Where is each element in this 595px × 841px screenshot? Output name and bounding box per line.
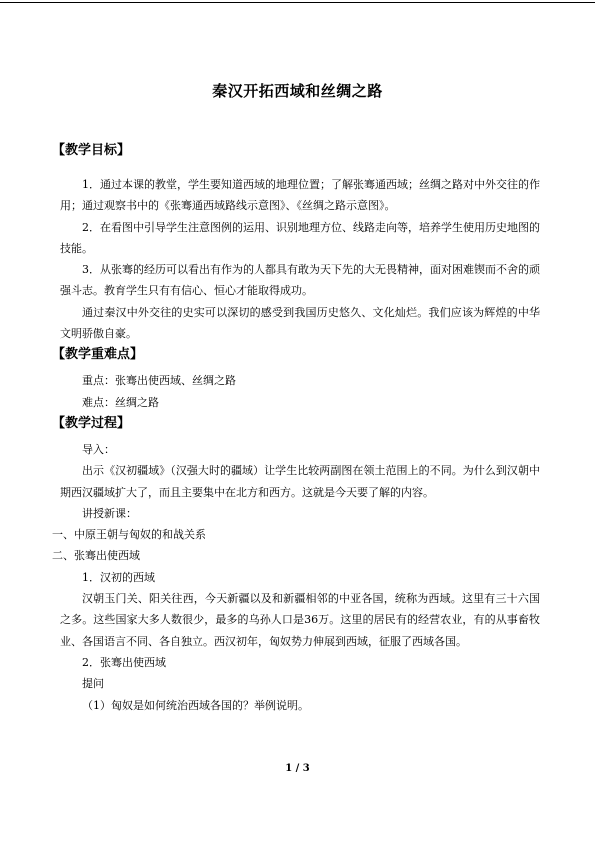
objective-paragraph-3: 3．从张骞的经历可以看出有作为的人都具有敢为天下先的大无畏精神，面对困难锲而不舍的顽强斗志。教育学生只有有信心、恒心才能取得成功。 (60, 263, 540, 298)
question-label: 提问 (82, 677, 104, 691)
objective-paragraph-1: 1．通过本课的教堂，学生要知道西域的地理位置；了解张骞通西域；丝绸之路对中外交往的作用；通过观察书中的《张骞通西域路线示意图》、《丝绸之路示意图》。 (60, 178, 540, 213)
top-border-line (0, 2, 595, 3)
subsection-2-heading: 2．张骞出使西域 (82, 655, 166, 669)
document-body (52, 140, 540, 716)
page-title: 秦汉开拓西域和丝绸之路 (212, 82, 383, 100)
section-heading-key-points: 【教学重难点】 (52, 347, 144, 363)
part-one-heading: 一、中原王朝与匈奴的和战关系 (52, 528, 206, 542)
difficult-point-text: 难点：丝绸之路 (82, 395, 159, 409)
key-point-text: 重点：张骞出使西域、丝绸之路 (82, 374, 236, 388)
page-number: 1 / 3 (285, 763, 310, 774)
subsection-1-paragraph: 汉朝玉门关、阳关往西，今天新疆以及和新疆相邻的中亚各国，统称为西域。这里有三十六国之多。这些国家大多人数很少，最多的乌孙人口是36万。这里的居民有的经营农业，有的从事畜牧业、各国语言不同、各自独立。西汉初年，匈奴势力伸展到西域，征服了西域各国。 (60, 592, 540, 648)
section-heading-objectives: 【教学目标】 (52, 143, 131, 158)
section-heading-process: 【教学过程】 (52, 415, 131, 431)
question-1: （1）匈奴是如何统治西域各国的？举例说明。 (82, 698, 309, 712)
intro-paragraph: 出示《汉初疆域》（汉强大时的疆域）让学生比较两副图在领土范围上的不同。为什么到汉朝中期西汉疆域扩大了，而且主要集中在北方和西方。这就是今天要了解的内容。 (60, 464, 540, 499)
objective-paragraph-2: 2．在看图中引导学生注意图例的运用、识别地理方位、线路走向等，培养学生使用历史地图的技能。 (60, 220, 540, 255)
intro-label: 导入： (82, 442, 115, 456)
objective-paragraph-4: 通过秦汉中外交往的史实可以深切的感受到我国历史悠久、文化灿烂。我们应该为辉煌的中华文明骄傲自豪。 (60, 305, 540, 341)
subsection-1-heading: 1．汉初的西域 (82, 570, 155, 584)
part-two-heading: 二、张骞出使西域 (52, 549, 140, 563)
new-lesson-label: 讲授新课： (82, 506, 137, 520)
